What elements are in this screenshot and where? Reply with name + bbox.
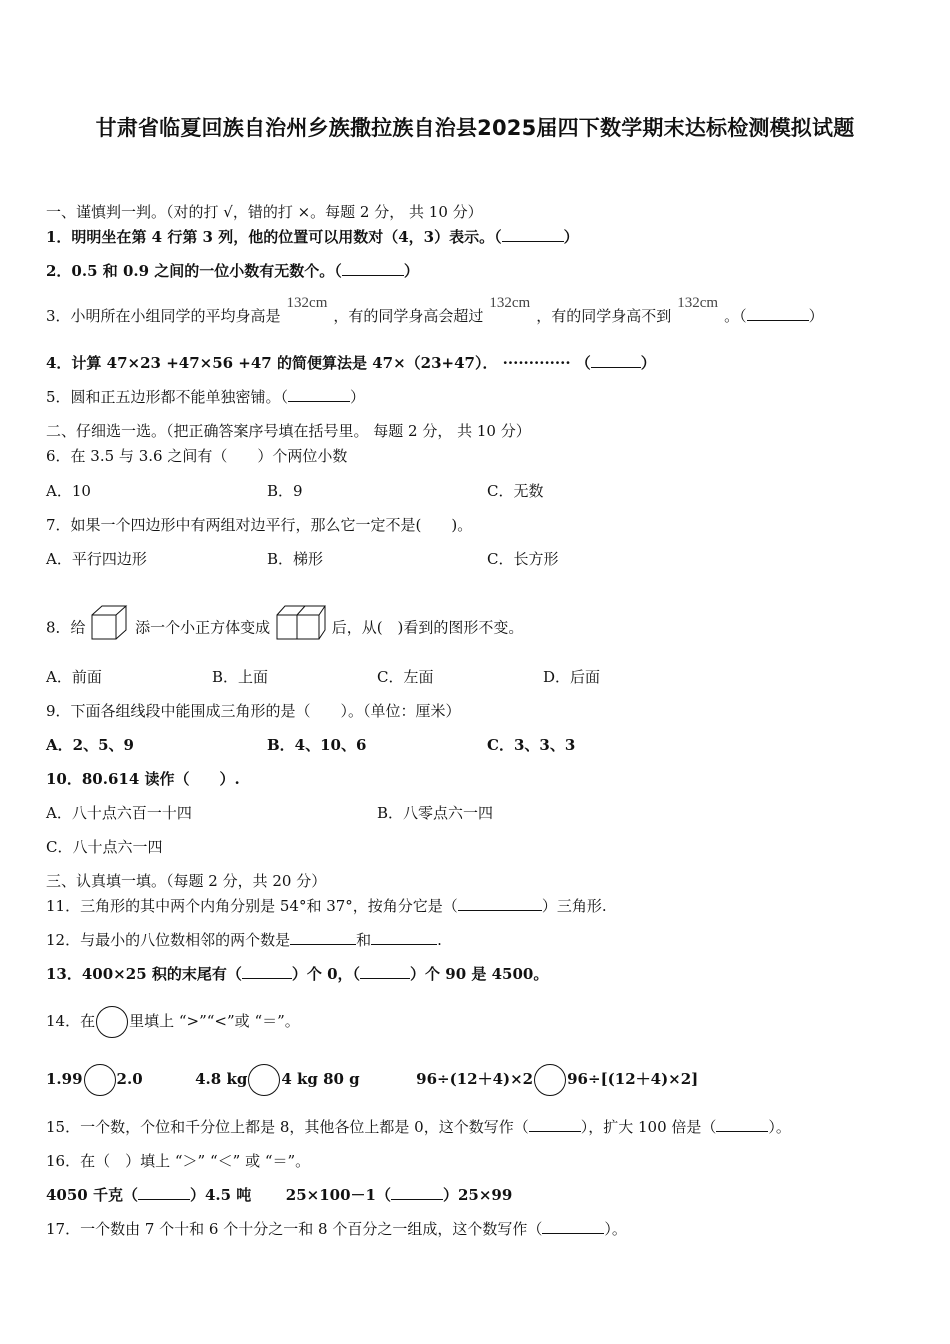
section-heading-1: 一、谨慎判一判。（对的打 √，错的打 ×。每题 2 分， 共 10 分） xyxy=(46,203,483,221)
section-heading-2: 二、仔细选一选。（把正确答案序号填在括号里。 每题 2 分， 共 10 分） xyxy=(46,422,531,440)
answer-blank[interactable] xyxy=(542,1219,604,1234)
answer-blank[interactable] xyxy=(391,1185,443,1200)
option-a[interactable]: A．前面 xyxy=(46,668,102,686)
answer-blank[interactable] xyxy=(529,1117,581,1132)
question-16: 16．在（ ）填上 “＞” “＜” 或 “＝”。 xyxy=(46,1152,311,1170)
height-value-image: 132cm xyxy=(677,295,719,311)
answer-blank[interactable] xyxy=(138,1185,190,1200)
option-d[interactable]: D．后面 xyxy=(543,668,601,686)
option-b[interactable]: B．八零点六一四 xyxy=(377,804,494,822)
option-a[interactable]: A．八十点六百一十四 xyxy=(46,804,192,822)
option-b[interactable]: B．9 xyxy=(267,482,303,500)
compare-circle[interactable] xyxy=(248,1064,280,1096)
answer-blank[interactable] xyxy=(288,387,350,402)
question-3: 3．小明所在小组同学的平均身高是132cm，有的同学身高会超过132cm，有的同学身高不到132cm。（ ） xyxy=(46,295,824,325)
question-15: 15．一个数，个位和千分位上都是 8，其他各位上都是 0，这个数写作（ ），扩大 100 倍是（ ）。 xyxy=(46,1118,791,1136)
answer-blank[interactable] xyxy=(342,261,404,276)
single-cube-figure xyxy=(90,603,130,650)
option-a[interactable]: A．10 xyxy=(46,482,91,500)
answer-blank[interactable] xyxy=(747,306,809,321)
question-4: 4．计算 47×23 +47×56 +47 的简便算法是 47×（23+47）． ············· （ ） xyxy=(46,354,656,372)
question-16-expressions: 4050 千克（ ）4.5 吨 25×100－1（ ）25×99 xyxy=(46,1186,513,1204)
question-6: 6．在 3.5 与 3.6 之间有（ ）个两位小数 xyxy=(46,447,348,465)
compare-circle[interactable] xyxy=(84,1064,116,1096)
question-14-expressions: 1.99 2.0 4.8 kg 4 kg 80 g 96÷(12＋4)×2 96÷[(12＋4)×2] xyxy=(46,1063,698,1096)
answer-blank[interactable] xyxy=(502,227,564,242)
option-c[interactable]: C．左面 xyxy=(377,668,434,686)
answer-blank[interactable] xyxy=(242,964,292,979)
combined-cubes-figure xyxy=(275,603,327,650)
compare-circle[interactable] xyxy=(96,1006,128,1038)
question-1: 1．明明坐在第 4 行第 3 列，他的位置可以用数对（4，3）表示。（ ） xyxy=(46,228,579,246)
cubes-icon xyxy=(275,603,327,641)
question-17: 17．一个数由 7 个十和 6 个十分之一和 8 个百分之一组成，这个数写作（ ）。 xyxy=(46,1220,627,1238)
option-b[interactable]: B．4、10、6 xyxy=(267,736,367,754)
answer-blank[interactable] xyxy=(290,930,356,945)
question-7: 7．如果一个四边形中有两组对边平行，那么它一定不是( )。 xyxy=(46,516,473,534)
option-c[interactable]: C．长方形 xyxy=(487,550,559,568)
answer-blank[interactable] xyxy=(458,896,542,911)
option-c[interactable]: C．八十点六一四 xyxy=(46,838,163,856)
page-title: 甘肃省临夏回族自治州乡族撒拉族自治县2025届四下数学期末达标检测模拟试题 xyxy=(95,116,855,140)
question-2: 2．0.5 和 0.9 之间的一位小数有无数个。（ ） xyxy=(46,262,419,280)
question-8: 8．给 添一个小正方体变成 后，从( )看到的图形不变。 xyxy=(46,605,523,652)
question-12: 12．与最小的八位数相邻的两个数是 和 . xyxy=(46,931,442,949)
question-10: 10．80.614 读作（ ）. xyxy=(46,770,240,788)
option-b[interactable]: B．梯形 xyxy=(267,550,324,568)
compare-circle[interactable] xyxy=(534,1064,566,1096)
height-value-image: 132cm xyxy=(286,295,328,311)
section-heading-3: 三、认真填一填。（每题 2 分，共 20 分） xyxy=(46,872,327,890)
question-9: 9．下面各组线段中能围成三角形的是（ ）。（单位：厘米） xyxy=(46,702,461,720)
cube-icon xyxy=(90,603,130,641)
question-13: 13．400×25 积的末尾有（ ）个 0，（ ）个 90 是 4500。 xyxy=(46,965,549,983)
option-b[interactable]: B．上面 xyxy=(212,668,269,686)
height-value-image: 132cm xyxy=(489,295,531,311)
answer-blank[interactable] xyxy=(591,353,641,368)
answer-blank[interactable] xyxy=(716,1117,768,1132)
option-c[interactable]: C．3、3、3 xyxy=(487,736,576,754)
answer-blank[interactable] xyxy=(360,964,410,979)
option-c[interactable]: C．无数 xyxy=(487,482,544,500)
question-14: 14．在 里填上 “>”“<”或 “＝”。 xyxy=(46,1005,300,1038)
answer-blank[interactable] xyxy=(371,930,437,945)
question-11: 11．三角形的其中两个内角分别是 54°和 37°，按角分它是（ ）三角形. xyxy=(46,897,607,915)
option-a[interactable]: A．平行四边形 xyxy=(46,550,147,568)
question-5: 5．圆和正五边形都不能单独密铺。（ ） xyxy=(46,388,366,406)
option-a[interactable]: A．2、5、9 xyxy=(46,736,134,754)
